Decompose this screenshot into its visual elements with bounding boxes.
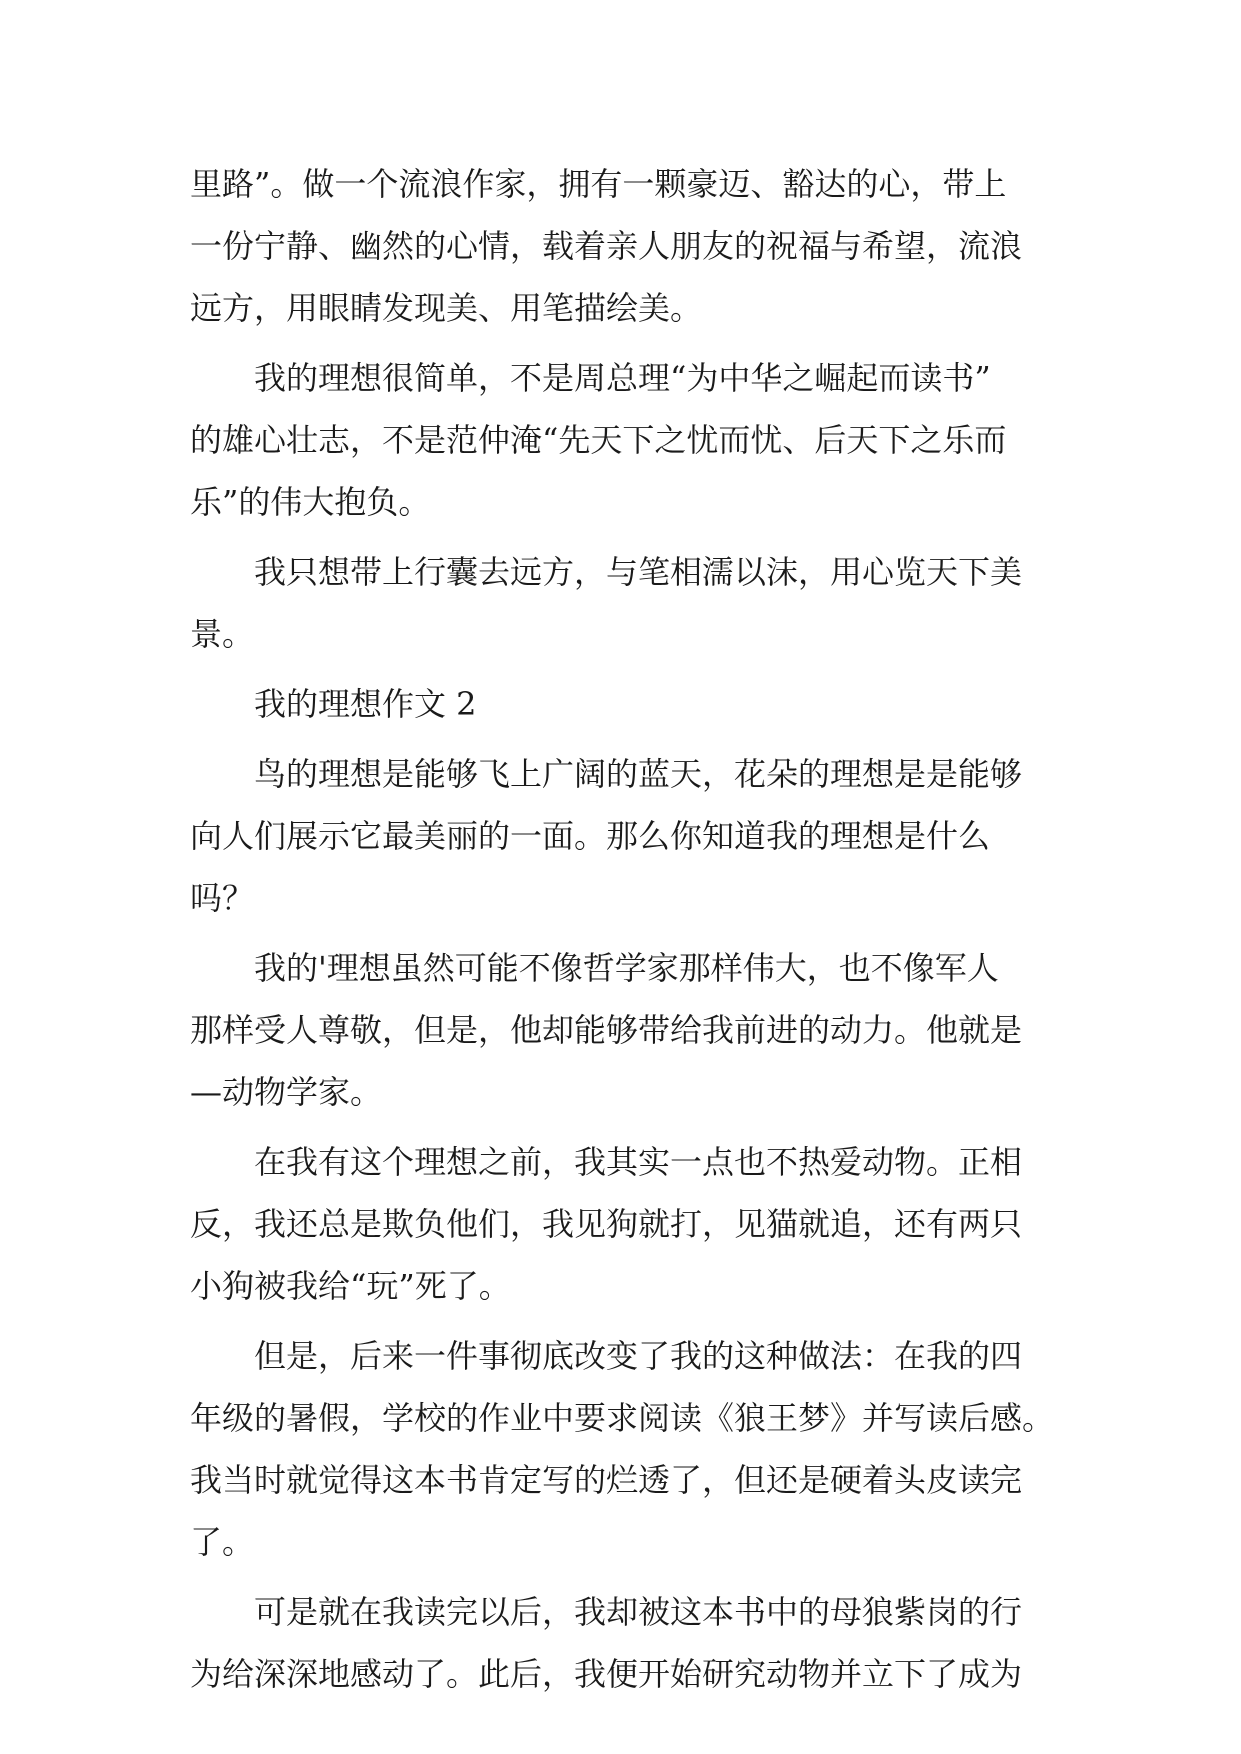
text-line: 我当时就觉得这本书肯定写的烂透了，但还是硬着头皮读完 bbox=[190, 1461, 1023, 1499]
text-line: 里路”。做一个流浪作家，拥有一颗豪迈、豁达的心，带上 bbox=[190, 165, 1007, 203]
paragraph bbox=[190, 743, 1050, 929]
text-line: 了。 bbox=[190, 1523, 255, 1561]
text-line: 景。 bbox=[190, 615, 255, 653]
paragraph bbox=[190, 1131, 1050, 1317]
section-heading bbox=[190, 673, 1050, 735]
paragraph bbox=[190, 1325, 1055, 1573]
paragraph bbox=[190, 1581, 1050, 1705]
text-line: 那样受人尊敬，但是，他却能够带给我前进的动力。他就是 bbox=[190, 1011, 1023, 1049]
text-line: 可是就在我读完以后，我却被这本书中的母狼紫岗的行 bbox=[254, 1593, 1023, 1631]
text-line: 我的'理想虽然可能不像哲学家那样伟大，也不像军人 bbox=[254, 949, 999, 987]
text-line: 一份宁静、幽然的心情，载着亲人朋友的祝福与希望，流浪 bbox=[190, 227, 1023, 265]
text-line: 我的理想很简单，不是周总理“为中华之崛起而读书” bbox=[254, 359, 991, 397]
paragraph bbox=[190, 937, 1050, 1123]
heading-text: 我的理想作文 2 bbox=[254, 685, 477, 723]
text-line: 在我有这个理想之前，我其实一点也不热爱动物。正相 bbox=[254, 1143, 1023, 1181]
document-body bbox=[190, 153, 1055, 1705]
text-line: 吗？ bbox=[190, 879, 255, 917]
paragraph bbox=[190, 153, 1050, 339]
paragraph bbox=[190, 541, 1050, 665]
text-line: 鸟的理想是能够飞上广阔的蓝天，花朵的理想是是能够 bbox=[254, 755, 1023, 793]
text-line: 小狗被我给“玩”死了。 bbox=[190, 1267, 511, 1305]
text-line: —动物学家。 bbox=[190, 1073, 383, 1111]
paragraph bbox=[190, 347, 1050, 533]
text-line: 为给深深地感动了。此后，我便开始研究动物并立下了成为 bbox=[190, 1655, 1023, 1693]
text-line: 我只想带上行囊去远方，与笔相濡以沫，用心览天下美 bbox=[254, 553, 1023, 591]
text-line: 反，我还总是欺负他们，我见狗就打，见猫就追，还有两只 bbox=[190, 1205, 1023, 1243]
text-line: 但是，后来一件事彻底改变了我的这种做法：在我的四 bbox=[254, 1337, 1023, 1375]
text-line: 的雄心壮志，不是范仲淹“先天下之忧而忧、后天下之乐而 bbox=[190, 421, 1007, 459]
text-line: 年级的暑假，学校的作业中要求阅读《狼王梦》并写读后感。 bbox=[190, 1399, 1055, 1437]
text-line: 乐”的伟大抱负。 bbox=[190, 483, 431, 521]
text-line: 远方，用眼睛发现美、用笔描绘美。 bbox=[190, 289, 703, 327]
text-line: 向人们展示它最美丽的一面。那么你知道我的理想是什么 bbox=[190, 817, 991, 855]
